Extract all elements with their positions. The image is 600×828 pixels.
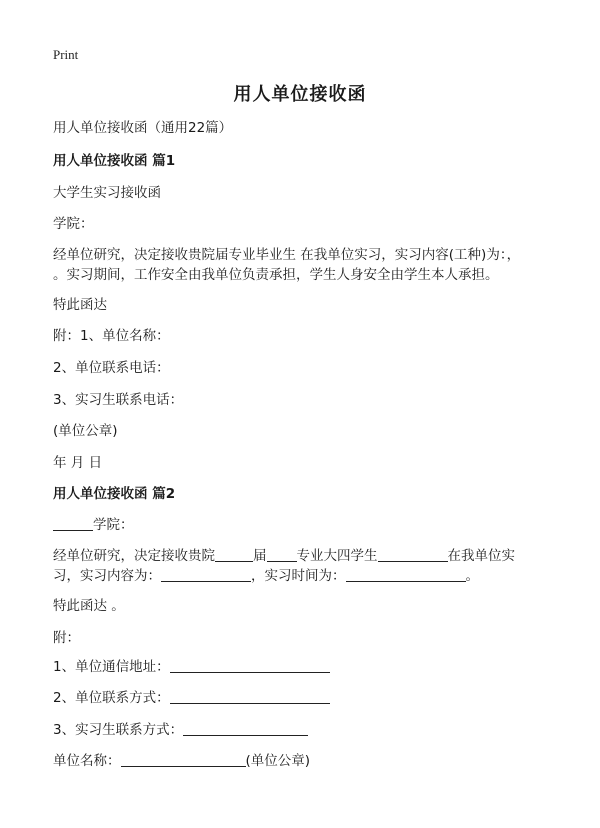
section1-college: 学院： <box>53 216 94 232</box>
section2-paragraph-line1 <box>53 548 515 564</box>
section2-paragraph-line2 <box>53 568 479 584</box>
section1-paragraph-line1: 经单位研究，决定接收贵院届专业毕业生 在我单位实习，实习内容(工种)为：， <box>53 247 521 263</box>
blank-field <box>170 659 330 673</box>
section2-attachment: 附： <box>53 630 80 646</box>
section2-att1-label: 1、单位通信地址： <box>53 659 170 675</box>
section2-attachment-2 <box>53 690 330 706</box>
section2-seal: (单位公章) <box>245 753 311 769</box>
section2-p1-d: 在我单位实 <box>447 548 515 564</box>
section1-date: 年 月 日 <box>53 455 103 471</box>
section1-paragraph-line2: 。实习期间，工作安全由我单位负责承担，学生人身安全由学生本人承担。 <box>53 267 499 283</box>
blank-field <box>161 568 251 582</box>
section2-p2-b: ，实习时间为： <box>251 568 346 584</box>
section2-att3-label: 3、实习生联系方式： <box>53 722 184 738</box>
section2-p2-c: 。 <box>465 568 479 584</box>
section2-college: 学院： <box>93 517 134 533</box>
section2-special: 特此函达 。 <box>53 598 125 614</box>
section2-p2-a: 习，实习内容为： <box>53 568 161 584</box>
blank-field <box>267 548 297 562</box>
section2-p1-c: 专业大四学生 <box>296 548 378 564</box>
blank-field <box>183 722 308 736</box>
blank-field <box>215 548 253 562</box>
subtitle: 用人单位接收函（通用22篇） <box>53 120 233 136</box>
section2-attachment-3 <box>53 722 308 738</box>
section2-unit-name-label: 单位名称： <box>53 753 121 769</box>
section1-attachment-3: 3、实习生联系电话： <box>53 392 184 408</box>
section1-seal: (单位公章) <box>53 423 118 439</box>
page-title: 用人单位接收函 <box>233 84 367 105</box>
section1-special: 特此函达 <box>53 297 107 313</box>
section2-heading: 用人单位接收函 篇2 <box>53 486 176 502</box>
section2-attachment-1 <box>53 659 330 675</box>
section2-college-line <box>53 517 134 533</box>
blank-field <box>53 517 93 531</box>
section2-p1-b: 届 <box>253 548 267 564</box>
section2-p1-a: 经单位研究，决定接收贵院 <box>53 548 215 564</box>
section2-unit-name <box>53 753 310 769</box>
section1-attachment-1: 附：1、单位名称： <box>53 328 170 344</box>
blank-field <box>346 568 466 582</box>
blank-field <box>170 690 330 704</box>
section2-att2-label: 2、单位联系方式： <box>53 690 170 706</box>
section1-attachment-2: 2、单位联系电话： <box>53 360 170 376</box>
blank-field <box>378 548 448 562</box>
blank-field <box>121 753 246 767</box>
section1-line1: 大学生实习接收函 <box>53 185 161 201</box>
print-link[interactable]: Print <box>53 47 79 62</box>
section1-heading: 用人单位接收函 篇1 <box>53 153 176 169</box>
